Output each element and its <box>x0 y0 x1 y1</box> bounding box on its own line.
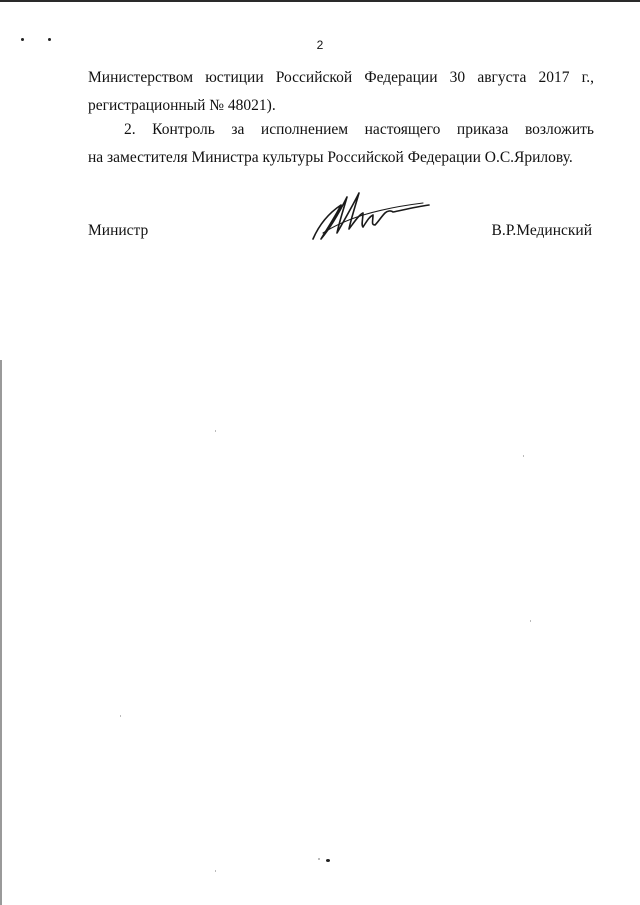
paragraph-registration <box>88 64 594 120</box>
paragraph-control <box>88 116 594 172</box>
scan-speck <box>215 430 216 432</box>
paragraph-line: регистрационный № 48021). <box>88 97 276 114</box>
signatory-name: В.Р.Мединский <box>491 222 592 239</box>
signatory-title: Министр <box>88 222 149 239</box>
handwritten-signature-icon <box>305 183 435 245</box>
scan-speck <box>523 455 524 457</box>
scan-speck <box>530 620 531 622</box>
scan-speck <box>318 858 320 860</box>
page-scan-edge-top <box>0 0 640 2</box>
scan-speck <box>326 859 330 862</box>
page-scan-edge-left <box>0 360 2 905</box>
page-number: 2 <box>316 38 324 52</box>
scan-speck <box>120 715 121 717</box>
scan-speck <box>215 870 216 872</box>
paragraph-line: Министерством юстиции Российской Федерации 30 августа 2017 г., <box>88 69 594 86</box>
paragraph-line: на заместителя Министра культуры Российской Федерации О.С.Ярилову. <box>88 149 573 166</box>
paragraph-line: 2. Контроль за исполнением настоящего приказа возложить <box>124 121 594 138</box>
